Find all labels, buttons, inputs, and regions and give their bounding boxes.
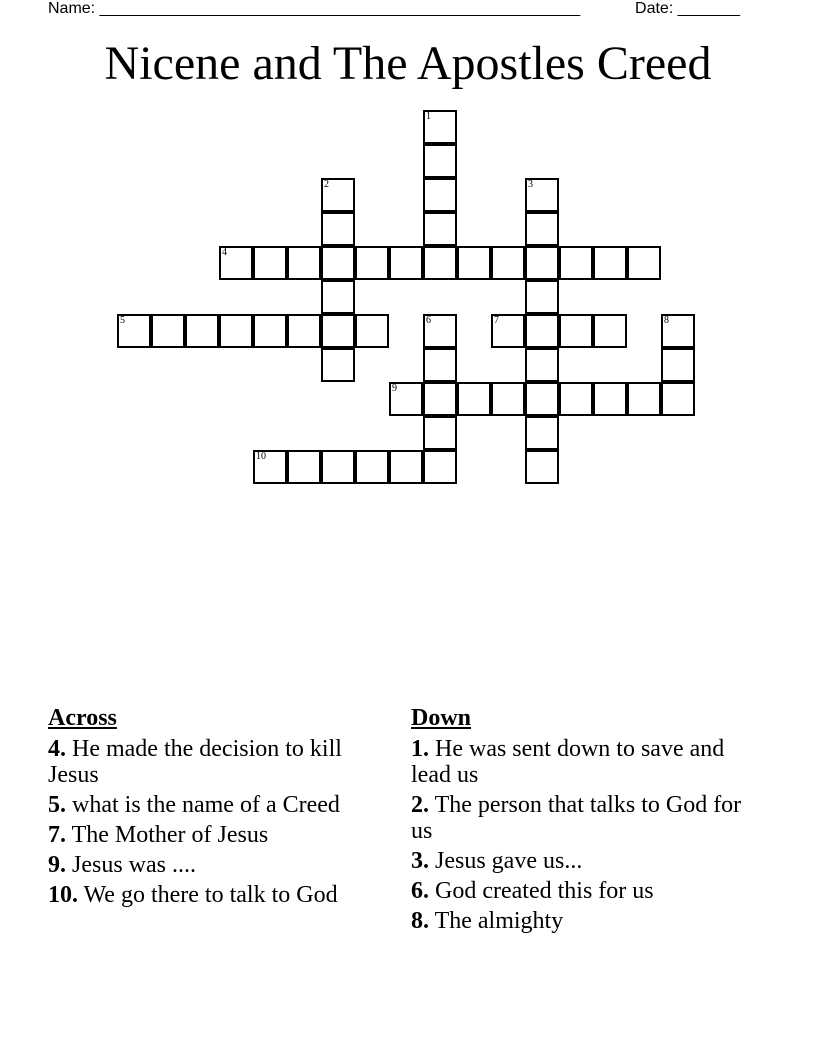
clue-text: God created this for us: [435, 878, 654, 904]
crossword-cell[interactable]: [151, 314, 185, 348]
crossword-cell[interactable]: [117, 314, 151, 348]
cell-number: 8: [664, 315, 669, 326]
clue-down-6: [411, 878, 756, 904]
crossword-cell[interactable]: [423, 314, 457, 348]
crossword-cell[interactable]: [525, 178, 559, 212]
crossword-cell[interactable]: [457, 382, 491, 416]
cell-number: 2: [324, 179, 329, 190]
crossword-cell[interactable]: [559, 246, 593, 280]
crossword-cell[interactable]: [185, 314, 219, 348]
crossword-cell[interactable]: [525, 450, 559, 484]
crossword-cell[interactable]: [287, 246, 321, 280]
clue-number: 5.: [48, 792, 66, 818]
cell-number: 6: [426, 315, 431, 326]
crossword-cell[interactable]: [321, 246, 355, 280]
crossword-cell[interactable]: [525, 280, 559, 314]
crossword-cell[interactable]: [321, 348, 355, 382]
crossword-cell[interactable]: [593, 314, 627, 348]
crossword-cell[interactable]: [559, 382, 593, 416]
cell-number: 4: [222, 247, 227, 258]
crossword-cell[interactable]: [423, 212, 457, 246]
clue-text: He was sent down to save and lead us: [411, 736, 725, 788]
crossword-cell[interactable]: [423, 348, 457, 382]
clue-number: 3.: [411, 848, 429, 874]
clue-number: 6.: [411, 878, 429, 904]
clue-number: 7.: [48, 822, 66, 848]
cell-number: 9: [392, 383, 397, 394]
crossword-cell[interactable]: [355, 246, 389, 280]
crossword-cell[interactable]: [423, 450, 457, 484]
across-heading: Across: [48, 705, 117, 731]
clue-text: Jesus gave us...: [435, 848, 583, 874]
crossword-cell[interactable]: [423, 110, 457, 144]
crossword-cell[interactable]: [661, 382, 695, 416]
crossword-cell[interactable]: [423, 382, 457, 416]
clue-down-1: [411, 736, 756, 788]
clue-text: The person that talks to God for us: [411, 792, 742, 844]
crossword-cell[interactable]: [525, 212, 559, 246]
clue-across-9: [48, 852, 393, 878]
crossword-cell[interactable]: [321, 314, 355, 348]
crossword-cell[interactable]: [321, 178, 355, 212]
crossword-cell[interactable]: [219, 246, 253, 280]
crossword-cell[interactable]: [355, 314, 389, 348]
clue-text: We go there to talk to God: [83, 882, 338, 908]
cell-number: 5: [120, 315, 125, 326]
clue-text: He made the decision to kill Jesus: [48, 736, 342, 788]
crossword-cell[interactable]: [287, 314, 321, 348]
crossword-cell[interactable]: [457, 246, 491, 280]
crossword-cell[interactable]: [559, 314, 593, 348]
clue-text: The Mother of Jesus: [71, 822, 269, 848]
clue-number: 10.: [48, 882, 78, 908]
crossword-cell[interactable]: [287, 450, 321, 484]
crossword-cell[interactable]: [253, 450, 287, 484]
crossword-cell[interactable]: [321, 212, 355, 246]
clue-number: 2.: [411, 792, 429, 818]
crossword-cell[interactable]: [593, 246, 627, 280]
crossword-cell[interactable]: [525, 246, 559, 280]
clue-text: Jesus was ....: [72, 852, 196, 878]
crossword-cell[interactable]: [423, 416, 457, 450]
crossword-cell[interactable]: [627, 246, 661, 280]
clue-across-10: [48, 882, 393, 908]
crossword-cell[interactable]: [321, 280, 355, 314]
clue-text: The almighty: [434, 908, 564, 934]
crossword-cell[interactable]: [661, 348, 695, 382]
crossword-cell[interactable]: [525, 382, 559, 416]
cell-number: 7: [494, 315, 499, 326]
name-field[interactable]: Name: ______________________________________________________: [48, 0, 581, 17]
crossword-cell[interactable]: [627, 382, 661, 416]
crossword-cell[interactable]: [389, 382, 423, 416]
crossword-cell[interactable]: [389, 450, 423, 484]
crossword-cell[interactable]: [491, 246, 525, 280]
crossword-cell[interactable]: [491, 314, 525, 348]
page-title: Nicene and The Apostles Creed: [104, 37, 712, 90]
clue-down-8: [411, 908, 756, 934]
cell-number: 1: [426, 111, 431, 122]
clue-down-2: [411, 792, 756, 844]
crossword-cell[interactable]: [253, 314, 287, 348]
cell-number: 10: [256, 451, 266, 462]
crossword-grid: [0, 0, 816, 520]
crossword-cell[interactable]: [253, 246, 287, 280]
crossword-cell[interactable]: [423, 178, 457, 212]
clue-text: what is the name of a Creed: [72, 792, 340, 818]
crossword-cell[interactable]: [525, 348, 559, 382]
down-clues: [411, 704, 756, 938]
crossword-cell[interactable]: [525, 416, 559, 450]
crossword-cell[interactable]: [661, 314, 695, 348]
crossword-cell[interactable]: [491, 382, 525, 416]
clue-number: 8.: [411, 908, 429, 934]
date-field[interactable]: Date: _______: [635, 0, 740, 17]
clue-number: 4.: [48, 736, 66, 762]
crossword-cell[interactable]: [423, 246, 457, 280]
across-clues: [48, 704, 393, 912]
clue-number: 9.: [48, 852, 66, 878]
crossword-cell[interactable]: [355, 450, 389, 484]
crossword-cell[interactable]: [593, 382, 627, 416]
clue-across-5: [48, 792, 393, 818]
crossword-cell[interactable]: [423, 144, 457, 178]
crossword-cell[interactable]: [219, 314, 253, 348]
down-heading: Down: [411, 705, 472, 731]
crossword-cell[interactable]: [321, 450, 355, 484]
cell-number: 3: [528, 179, 533, 190]
crossword-cell[interactable]: [525, 314, 559, 348]
crossword-cell[interactable]: [389, 246, 423, 280]
clue-across-4: [48, 736, 393, 788]
clue-down-3: [411, 848, 756, 874]
clue-across-7: [48, 822, 393, 848]
clue-number: 1.: [411, 736, 429, 762]
